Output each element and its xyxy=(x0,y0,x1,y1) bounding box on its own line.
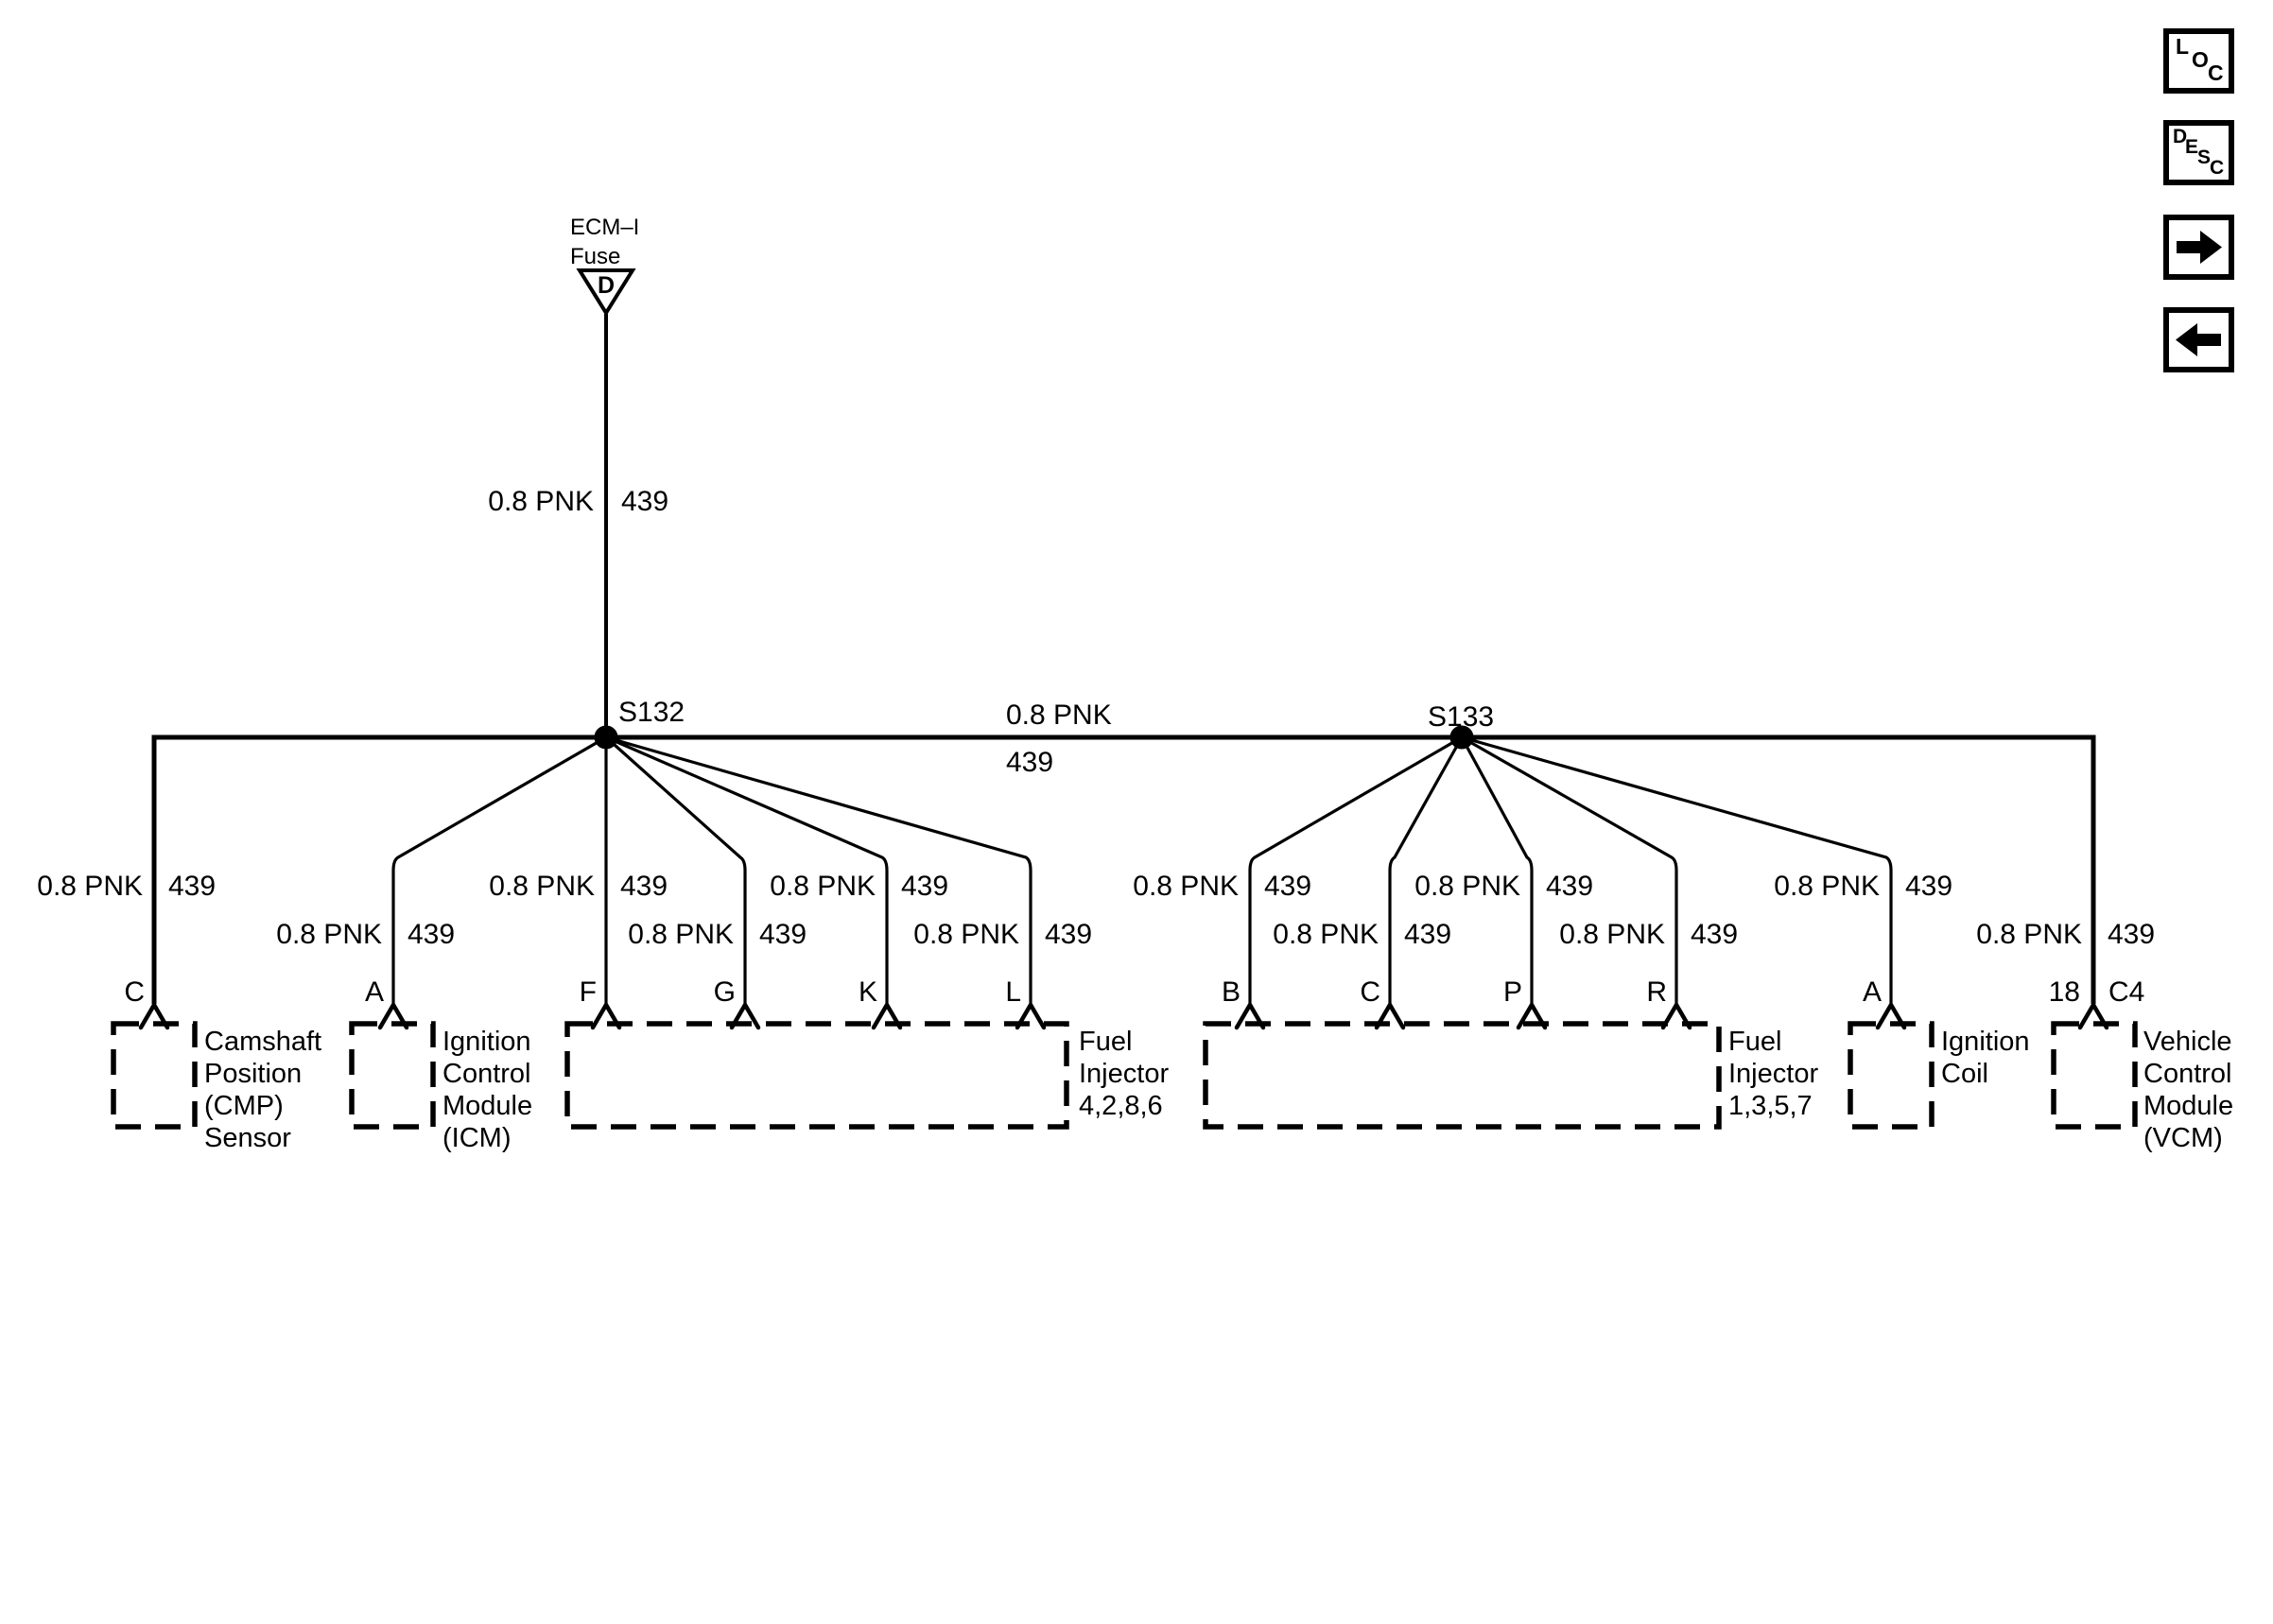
wire-circuit-label: 439 xyxy=(759,919,807,950)
wire-gauge-label: 0.8 PNK xyxy=(770,871,876,902)
component-label-ignition-coil: Ignition Coil xyxy=(1941,1027,2030,1089)
terminal-pin-label: B xyxy=(1221,976,1241,1008)
splice-label-s132: S132 xyxy=(618,697,685,728)
wire-circuit-label: 439 xyxy=(1006,747,1054,778)
splice-label-s133: S133 xyxy=(1428,701,1495,733)
wire-gauge-label: 0.8 PNK xyxy=(1559,919,1665,950)
wire-circuit-label: 439 xyxy=(1264,871,1312,902)
wire-circuit-label: 439 xyxy=(901,871,949,902)
fuse-label: ECM–I Fuse xyxy=(570,215,640,269)
splice-dot-s132 xyxy=(595,726,617,749)
component-box-fuel-injector-4286 xyxy=(567,1024,1067,1127)
desc-button[interactable] xyxy=(2163,120,2234,185)
component-label-cmp-sensor: Camshaft Position (CMP) Sensor xyxy=(204,1027,322,1153)
component-box-cmp-sensor xyxy=(113,1024,195,1127)
wire-circuit-label: 439 xyxy=(2108,919,2156,950)
loc-letter: C xyxy=(2208,60,2224,85)
wire-circuit-label: 439 xyxy=(1045,919,1093,950)
arrow-left-icon xyxy=(2171,316,2227,364)
desc-letter: S xyxy=(2197,147,2212,168)
loc-letter: O xyxy=(2192,47,2209,72)
component-label-fuel-injector-4286: Fuel Injector 4,2,8,6 xyxy=(1079,1027,1170,1121)
loc-letter: L xyxy=(2176,34,2190,59)
component-box-ignition-coil xyxy=(1850,1024,1932,1127)
component-box-fuel-injector-1357 xyxy=(1206,1024,1719,1127)
wire-gauge-label: 0.8 PNK xyxy=(628,919,734,950)
wire-gauge-label: 0.8 PNK xyxy=(276,919,382,950)
terminal-pin-label: 18 xyxy=(2048,976,2080,1008)
terminal-pin-label: A xyxy=(364,976,384,1008)
wire-gauge-label: 0.8 PNK xyxy=(1006,700,1112,731)
wire-gauge-label: 0.8 PNK xyxy=(1273,919,1379,950)
wire-gauge-label: 0.8 PNK xyxy=(488,486,594,517)
terminal-pin-label: R xyxy=(1646,976,1667,1008)
terminal-pin-label: G xyxy=(713,976,736,1008)
arrow-right-icon xyxy=(2171,223,2227,271)
terminal-pin-label: K xyxy=(858,976,877,1008)
terminal-pin-label: C xyxy=(124,976,145,1008)
wire-gauge-label: 0.8 PNK xyxy=(913,919,1019,950)
next-page-button[interactable] xyxy=(2163,215,2234,280)
loc-button[interactable] xyxy=(2163,28,2234,94)
terminal-carets xyxy=(141,1005,2107,1028)
wire-gauge-label: 0.8 PNK xyxy=(489,871,595,902)
previous-page-button[interactable] xyxy=(2163,307,2234,372)
wire-gauge-label: 0.8 PNK xyxy=(1976,919,2082,950)
wire-circuit-label: 439 xyxy=(168,871,217,902)
wire-circuit-label: 439 xyxy=(1404,919,1452,950)
terminal-pin-label: L xyxy=(1005,976,1021,1008)
wire-circuit-label: 439 xyxy=(1691,919,1739,950)
wire-gauge-label: 0.8 PNK xyxy=(37,871,143,902)
terminal-pin-label: C xyxy=(1360,976,1380,1008)
terminal-pin-label: A xyxy=(1862,976,1882,1008)
wire-gauge-label: 0.8 PNK xyxy=(1774,871,1880,902)
component-box-icm xyxy=(352,1024,433,1127)
wire-circuit-label: 439 xyxy=(1905,871,1953,902)
terminal-pin-label: F xyxy=(579,976,597,1008)
fuse-terminal-label: D xyxy=(597,272,616,299)
component-box-vcm xyxy=(2054,1024,2135,1127)
desc-letter: E xyxy=(2185,136,2199,158)
wire-gauge-label: 0.8 PNK xyxy=(1414,871,1520,902)
component-label-fuel-injector-1357: Fuel Injector 1,3,5,7 xyxy=(1728,1027,1819,1121)
desc-letter: C xyxy=(2210,157,2225,179)
wire-circuit-label: 439 xyxy=(408,919,456,950)
component-label-vcm: Vehicle Control Module (VCM) xyxy=(2143,1027,2234,1153)
connector-id-label: C4 xyxy=(2108,976,2145,1008)
component-label-icm: Ignition Control Module (ICM) xyxy=(442,1027,533,1153)
wire-gauge-label: 0.8 PNK xyxy=(1133,871,1239,902)
wire-circuit-label: 439 xyxy=(620,871,668,902)
wire-circuit-label: 439 xyxy=(621,486,669,517)
wire-circuit-label: 439 xyxy=(1546,871,1594,902)
desc-letter: D xyxy=(2173,126,2188,147)
terminal-pin-label: P xyxy=(1502,976,1522,1008)
